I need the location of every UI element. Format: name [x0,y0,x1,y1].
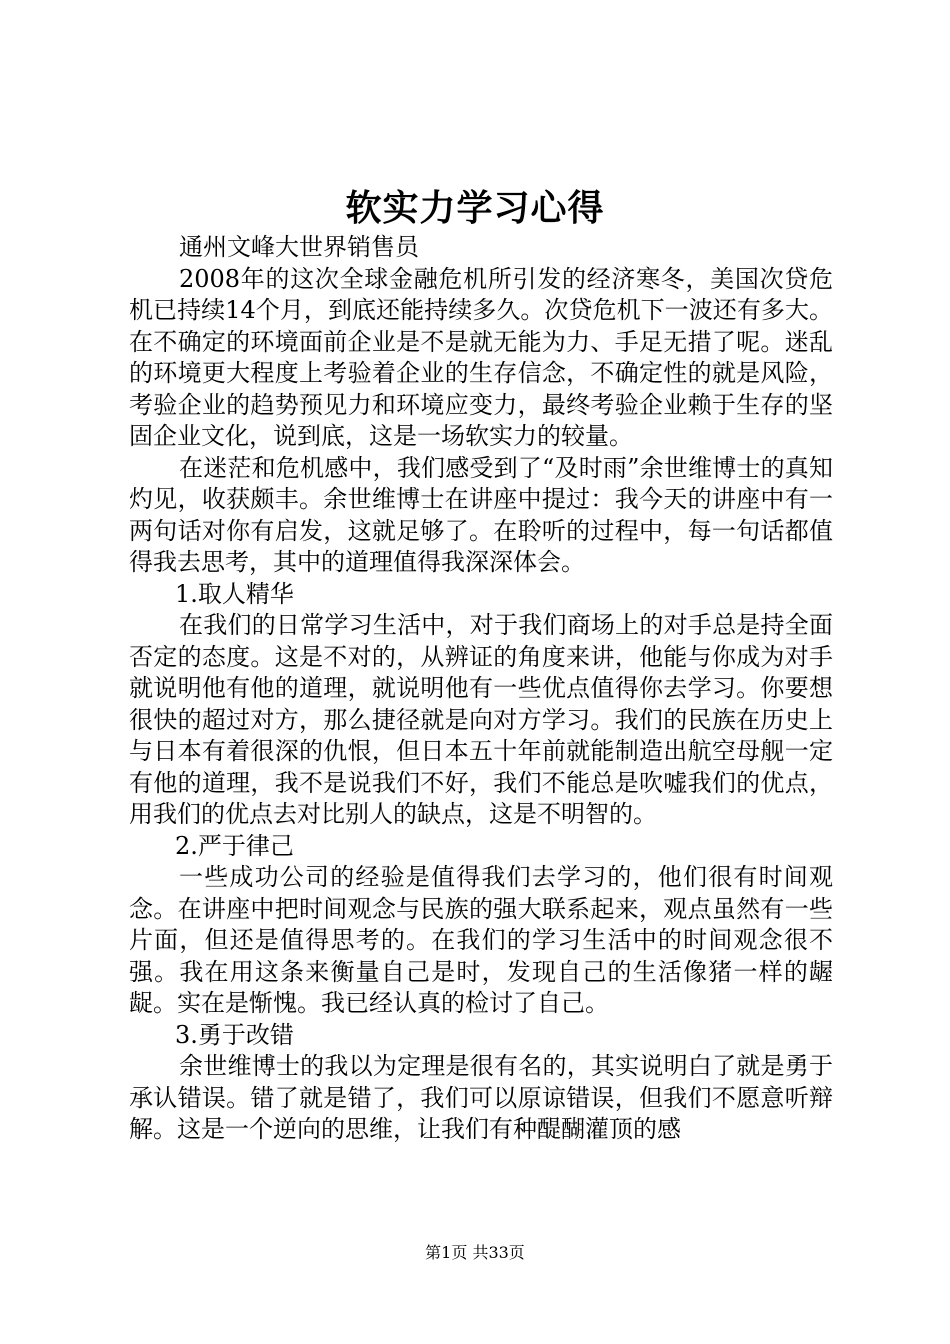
paragraph: 2008年的这次全球金融危机所引发的经济寒冬，美国次贷危机已持续14个月，到底还能持续多久。次贷危机下一波还有多大。在不确定的环境面前企业是不是就无能为力、手足无措了呢。迷乱的环境更大程度上考验着企业的生存信念，不确定性的就是风险，考验企业的趋势预见力和环境应变力，最终考验企业赖于生存的坚固企业文化，说到底，这是一场软实力的较量。 [129,264,833,450]
author-line: 通州文峰大世界销售员 [179,233,419,261]
paragraph: 余世维博士的我以为定理是很有名的，其实说明白了就是勇于承认错误。错了就是错了，我们可以原谅错误，但我们不愿意听辩解。这是一个逆向的思维，让我们有种醍醐灌顶的感 [129,1052,833,1143]
section-heading: 1.取人精华 [175,579,294,608]
paragraph: 在迷茫和危机感中，我们感受到了“及时雨”余世维博士的真知灼见，收获颇丰。余世维博士在讲座中提过：我今天的讲座中有一两句话对你有启发，这就足够了。在聆听的过程中，每一句话都值得我去思考，其中的道理值得我深深体会。 [129,453,833,576]
section-heading: 3.勇于改错 [175,1020,294,1049]
section-heading: 2.严于律己 [175,831,294,860]
document-body [129,232,833,1146]
page-number: 第1页 共33页 [425,1243,525,1262]
paragraph: 一些成功公司的经验是值得我们去学习的，他们很有时间观念。在讲座中把时间观念与民族的强大联系起来，观点虽然有一些片面，但还是值得思考的。在我们的学习生活中的时间观念很不强。我在用这条来衡量自己是时，发现自己的生活像猪一样的龌龊。实在是惭愧。我已经认真的检讨了自己。 [129,863,833,1017]
paragraph: 在我们的日常学习生活中，对于我们商场上的对手总是持全面否定的态度。这是不对的，从辨证的角度来讲，他能与你成为对手就说明他有他的道理，就说明他有一些优点值得你去学习。你要想很快的超过对方，那么捷径就是向对方学习。我们的民族在历史上与日本有着很深的仇恨，但日本五十年前就能制造出航空母舰一定有他的道理，我不是说我们不好，我们不能总是吹嘘我们的优点，用我们的优点去对比别人的缺点，这是不明智的。 [129,611,833,828]
document-title: 软实力学习心得 [345,187,605,229]
